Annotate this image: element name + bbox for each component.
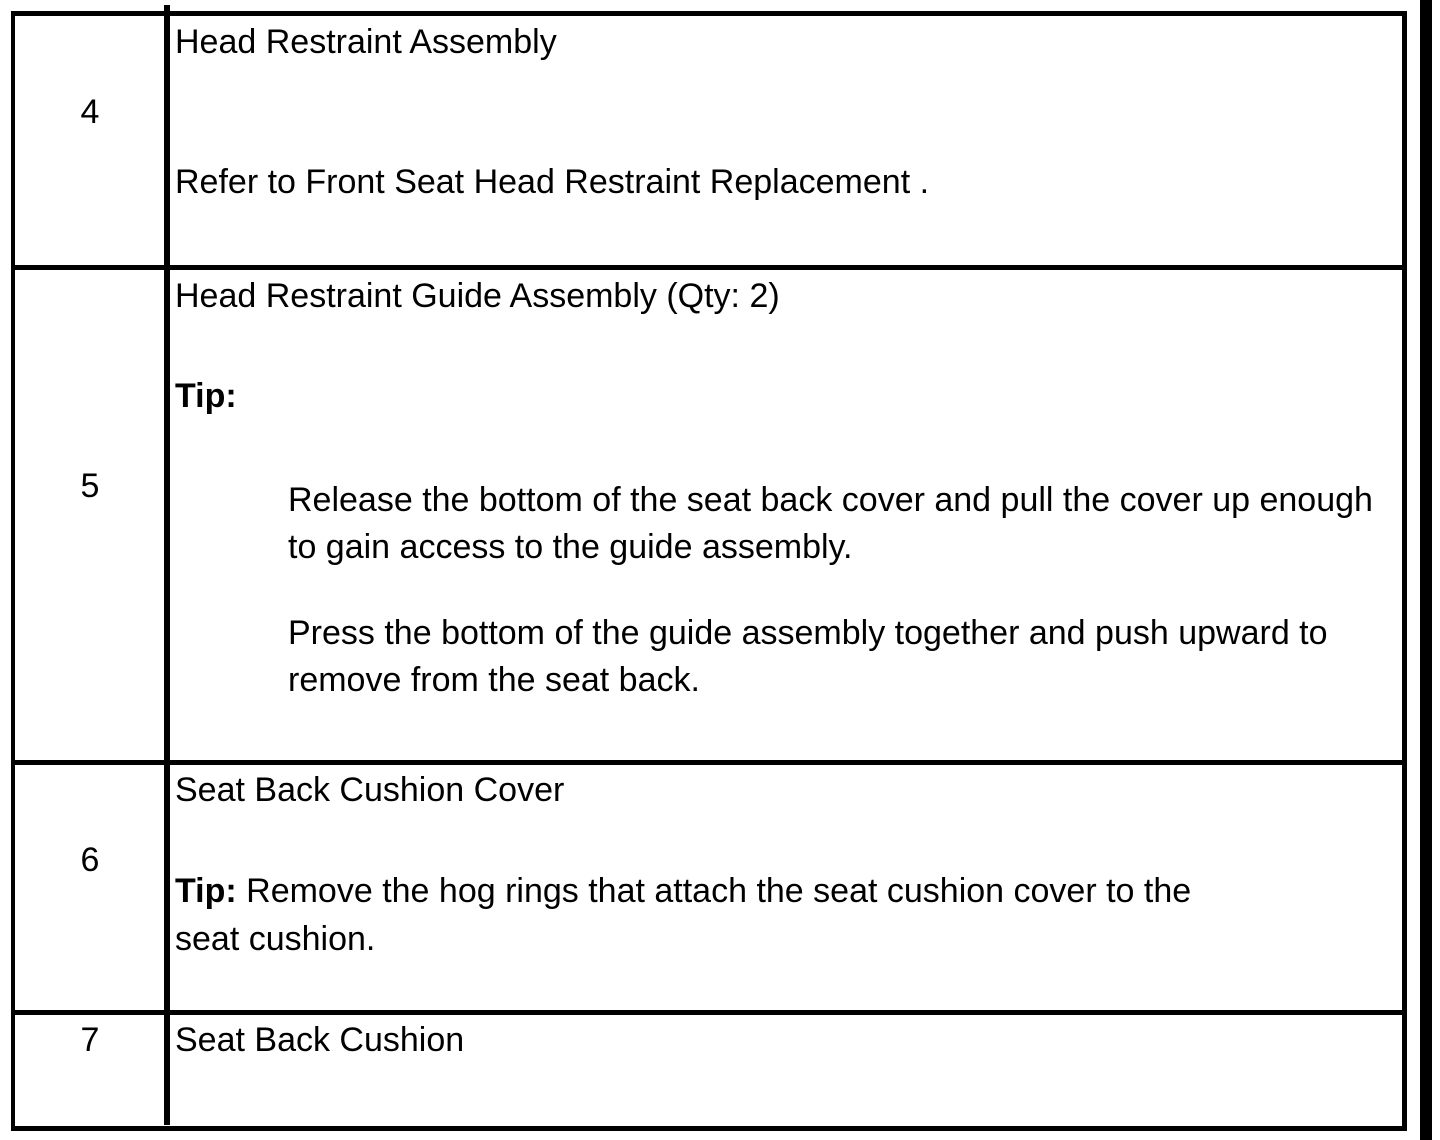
tip-line: [175, 871, 1191, 911]
row-divider: [15, 265, 1402, 270]
step-title-head-restraint: Head Restraint Assembly: [175, 23, 557, 61]
row-divider: [15, 1010, 1402, 1015]
tip-text: Remove the hog rings that attach the seat cushion cover to the: [236, 872, 1192, 910]
step-number-4: 4: [80, 93, 100, 131]
tip-text-continued: seat cushion.: [175, 920, 376, 958]
step-reference-note[interactable]: Refer to Front Seat Head Restraint Replacement .: [175, 163, 930, 201]
step-title-seat-back-cushion: Seat Back Cushion: [175, 1021, 465, 1059]
step-number-7: 7: [80, 1021, 100, 1059]
row-divider: [15, 760, 1402, 765]
step-title-cushion-cover: Seat Back Cushion Cover: [175, 771, 565, 809]
step-title-guide-assembly: Head Restraint Guide Assembly (Qty: 2): [175, 277, 780, 315]
step-number-5: 5: [80, 467, 100, 505]
page-edge-bar: [1420, 0, 1432, 1140]
tip-label: Tip:: [175, 872, 237, 910]
tip-step-1: Release the bottom of the seat back cover and pull the cover up enough to gain access to the guide assembly.: [288, 481, 1373, 566]
column-divider: [164, 5, 170, 1125]
procedure-table: [11, 11, 1407, 1131]
tip-step-2: Press the bottom of the guide assembly together and push upward to remove from the seat back.: [288, 614, 1328, 699]
step-number-6: 6: [80, 841, 100, 879]
tip-label: Tip:: [175, 377, 237, 415]
